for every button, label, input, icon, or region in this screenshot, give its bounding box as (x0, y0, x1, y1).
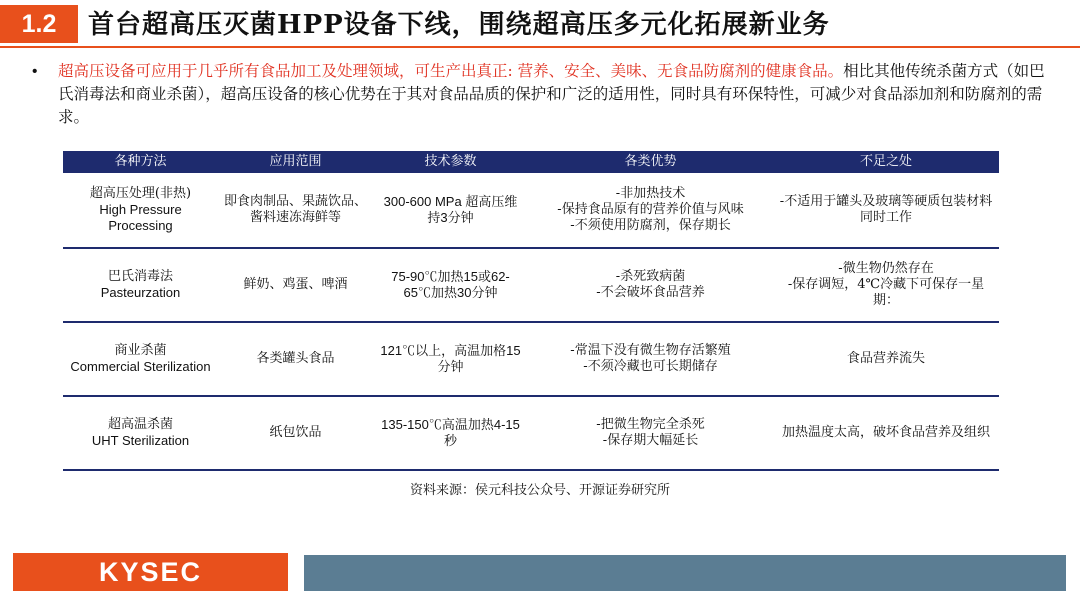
section-number-badge (0, 5, 78, 43)
params-cell: 135-150℃高温加热4-15秒 (373, 396, 528, 470)
drawback-line: 食品营养流失 (846, 351, 925, 366)
header-scope: 应用范围 (218, 151, 373, 173)
header-params: 技术参数 (373, 151, 528, 173)
method-cell (63, 248, 218, 322)
header-advantages: 各类优势 (528, 151, 773, 173)
table-row (63, 322, 999, 396)
params-cell: 300-600 MPa 超高压维持3分钟 (373, 173, 528, 248)
advantage-line: -杀死致病菌 (615, 269, 686, 284)
scope-cell: 鲜奶、鸡蛋、啤酒 (218, 248, 373, 322)
advantages-cell (528, 248, 773, 322)
method-cn: 商业杀菌 (114, 343, 167, 358)
advantage-line: -不会破坏食品营养 (596, 285, 705, 300)
table-row (63, 396, 999, 470)
advantages-cell (528, 396, 773, 470)
drawbacks-cell (773, 248, 999, 322)
table-row (63, 248, 999, 322)
advantage-line: -保存期大幅延长 (602, 433, 699, 448)
comparison-table (63, 151, 999, 471)
drawback-line: -不适用于罐头及玻璃等硬质包装材料同时工作 (779, 194, 993, 225)
method-cn: 超高温杀菌 (107, 417, 173, 432)
drawbacks-cell (773, 396, 999, 470)
page-title: 首台超高压灭菌HPP设备下线，围绕超高压多元化拓展新业务 (88, 10, 830, 40)
table-row (63, 173, 999, 248)
summary-text (58, 60, 1046, 129)
advantage-line: -不须冷藏也可长期储存 (583, 359, 718, 374)
method-cn: 超高压处理(非热) (89, 186, 192, 201)
params-cell: 121℃以上，高温加格15分钟 (373, 322, 528, 396)
drawbacks-cell (773, 322, 999, 396)
method-cell (63, 173, 218, 248)
summary-highlight: 超高压设备可应用于几乎所有食品加工及处理领域，可生产出真正: 营养、安全、美味、无食品防腐剂的健康食品。 (58, 62, 844, 80)
scope-cell: 纸包饮品 (218, 396, 373, 470)
scope-cell: 即食肉制品、果蔬饮品、酱料速冻海鲜等 (218, 173, 373, 248)
advantage-line: -不须使用防腐剂，保存期长 (570, 218, 731, 233)
scope-cell: 各类罐头食品 (218, 322, 373, 396)
advantage-line: -常温下没有微生物存活繁殖 (570, 343, 731, 358)
params-cell: 75-90℃加热15或62-65℃加热30分钟 (373, 248, 528, 322)
method-cell (63, 396, 218, 470)
advantage-line: -把微生物完全杀死 (596, 417, 705, 432)
method-cell (63, 322, 218, 396)
method-en: Commercial Sterilization (70, 359, 211, 374)
footer-bar (304, 555, 1066, 591)
source-note: 资料来源：侯元科技公众号、开源证券研究所 (409, 483, 670, 498)
method-en: Pasteurzation (100, 285, 181, 300)
drawback-line: 加热温度太高，破坏食品营养及组织 (781, 425, 990, 440)
advantages-cell (528, 173, 773, 248)
drawback-line: -微生物仍然存在 (838, 261, 934, 276)
kysec-logo (13, 553, 288, 591)
advantage-line: -非加热技术 (615, 186, 686, 201)
drawback-line: -保存调短，4℃冷藏下可保存一星期： (787, 277, 985, 308)
advantage-line: -保持食品原有的营养价值与风味 (557, 202, 744, 217)
section-number: 1.2 (21, 9, 57, 38)
header-drawbacks: 不足之处 (773, 151, 999, 173)
title-divider (0, 46, 1080, 48)
method-en: UHT Sterilization (91, 433, 190, 448)
table-header-row (63, 151, 999, 173)
method-en: High Pressure Processing (99, 202, 182, 233)
drawbacks-cell (773, 173, 999, 248)
summary-bullet (32, 60, 1046, 129)
logo-text: KYSEC (98, 556, 203, 587)
method-cn: 巴氏消毒法 (107, 269, 173, 284)
header-method: 各种方法 (63, 151, 218, 173)
bullet-dot-icon: • (32, 63, 38, 80)
advantages-cell (528, 322, 773, 396)
summary-rest: 相比其他传统杀菌方式（如巴氏消毒法和商业杀菌），超高压设备的核心优势在于其对食品品质的保护和广泛的适用性，同时具有环保特性，可减少对食品添加剂和防腐剂的需求。 (58, 62, 1045, 126)
